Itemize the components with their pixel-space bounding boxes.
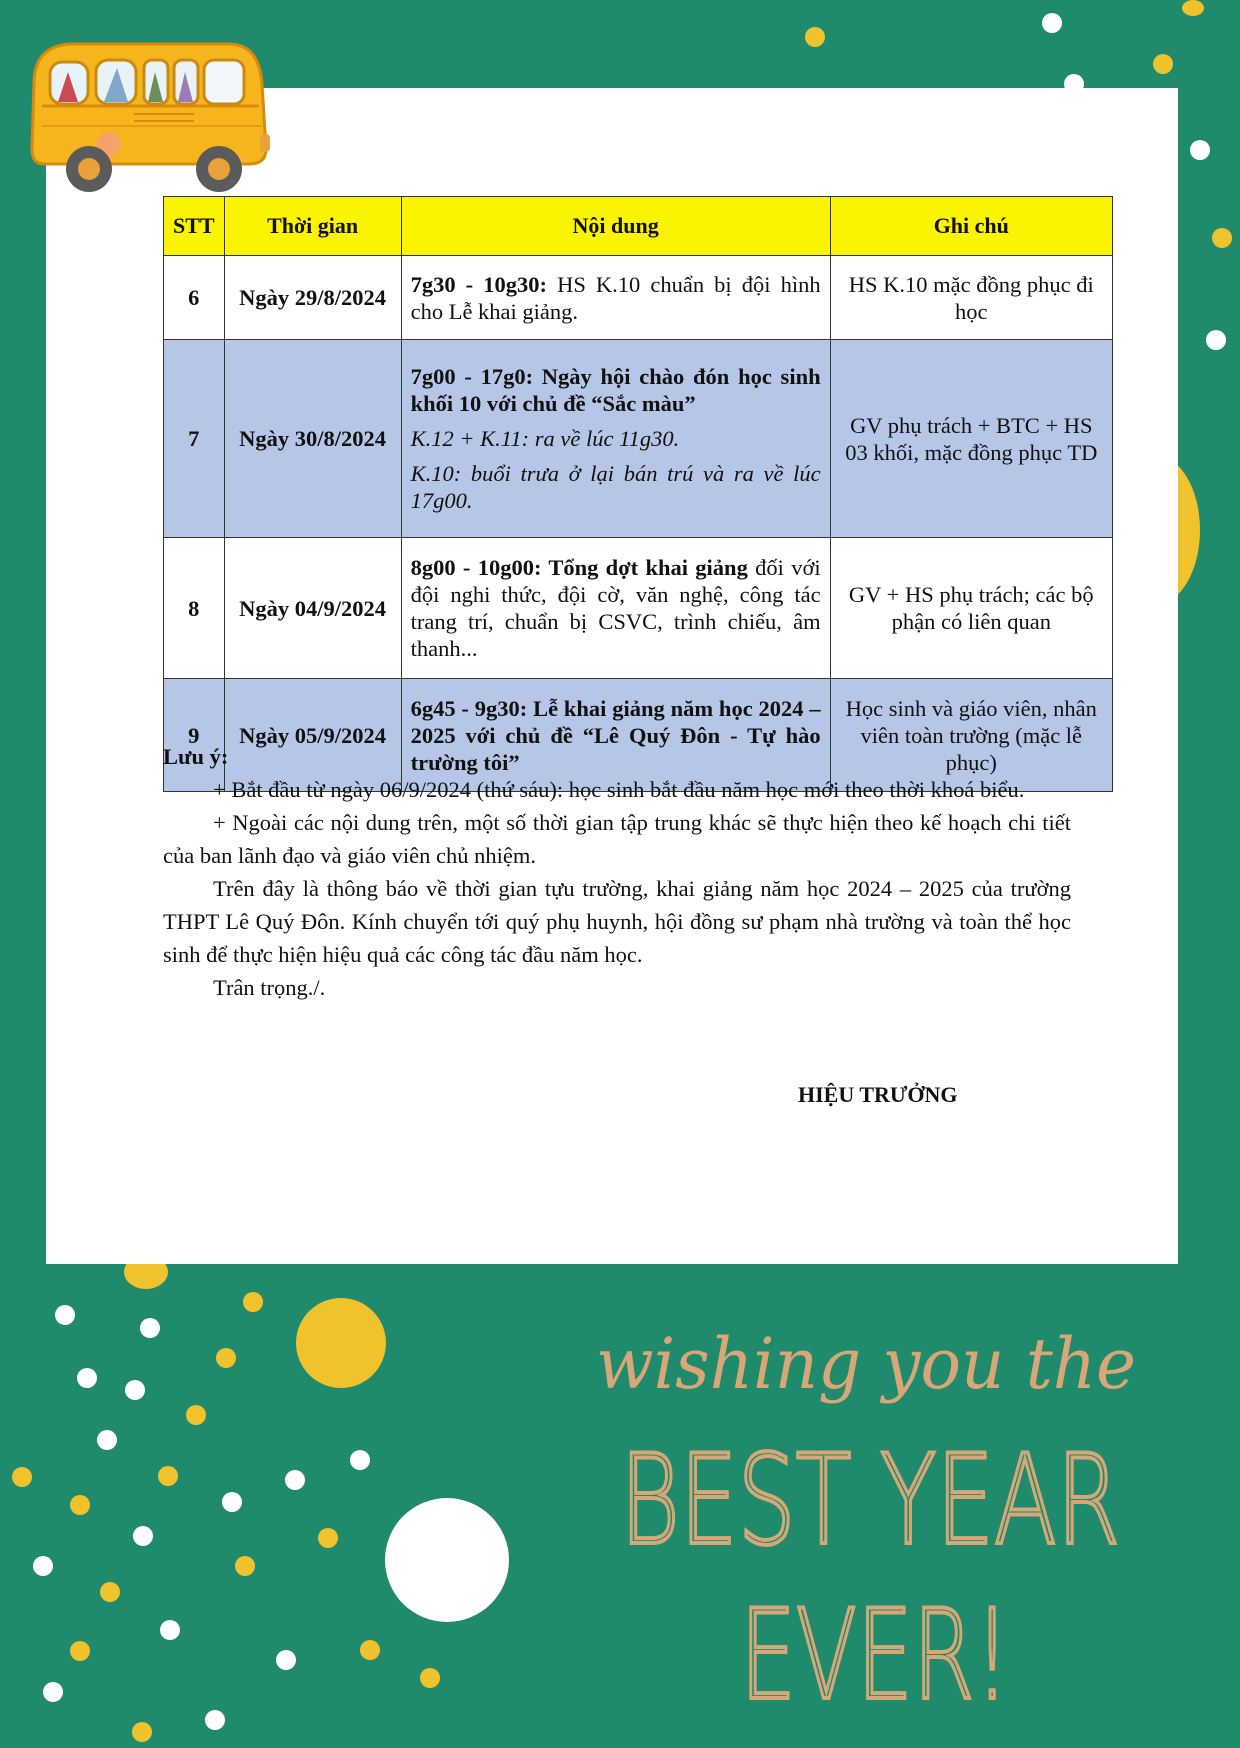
row-stt: 6 xyxy=(164,256,225,340)
dot xyxy=(133,1526,153,1546)
content-text: HS K.10 chuẩn bị đội hình cho Lễ khai giảng. xyxy=(410,271,821,324)
header-time: Thời gian xyxy=(224,197,401,256)
dot xyxy=(70,1641,90,1661)
dot xyxy=(420,1668,440,1688)
table-row xyxy=(164,538,1113,679)
note-item: + Bắt đầu từ ngày 06/9/2024 (thứ sáu): học sinh bắt đầu năm học mới theo thời khoá biểu. xyxy=(213,777,1025,802)
dot xyxy=(216,1348,236,1368)
header-stt: STT xyxy=(164,197,225,256)
dot xyxy=(350,1450,370,1470)
dot xyxy=(33,1556,53,1576)
row-stt: 9 xyxy=(164,679,225,792)
row-stt: 7 xyxy=(164,340,225,538)
notes-section xyxy=(163,740,1071,1004)
table-row xyxy=(164,340,1113,538)
header-note: Ghi chú xyxy=(830,197,1112,256)
row-note: HS K.10 mặc đồng phục đi học xyxy=(830,256,1112,340)
signature-title: HIỆU TRƯỞNG xyxy=(798,1082,958,1107)
greeting-line-2: BEST YEAR xyxy=(620,1429,1120,1573)
dot xyxy=(1042,13,1062,33)
document-page xyxy=(46,88,1178,1264)
row-content xyxy=(401,340,830,538)
row-content xyxy=(401,256,830,340)
closing-paragraph: Trên đây là thông báo về thời gian tựu trường, khai giảng năm học 2024 – 2025 của trường THPT Lê Quý Đôn. Kính chuyển tới quý phụ huynh, hội đồng sư phạm nhà trường và toàn thể học sinh để thực hiện hiệu quả các công tác đầu năm học. xyxy=(163,876,1071,967)
row-date: Ngày 29/8/2024 xyxy=(224,256,401,340)
content-italic: K.10: buổi trưa ở lại bán trú và ra về lúc 17g00. xyxy=(410,461,821,513)
dot xyxy=(77,1368,97,1388)
dot xyxy=(1212,228,1232,248)
row-note: Học sinh và giáo viên, nhân viên toàn trường (mặc lễ phục) xyxy=(830,679,1112,792)
school-bus-icon xyxy=(14,14,276,198)
dot xyxy=(235,1556,255,1576)
dot xyxy=(805,27,825,47)
content-bold: 7g00 - 17g0: Ngày hội chào đón học sinh khối 10 với chủ đề “Sắc màu” xyxy=(410,364,821,416)
dot xyxy=(1190,140,1210,160)
dot xyxy=(285,1470,305,1490)
dot xyxy=(276,1650,296,1670)
content-bold: 8g00 - 10g00: Tổng dợt khai giảng xyxy=(410,555,748,580)
dot xyxy=(125,1380,145,1400)
dot xyxy=(205,1710,225,1730)
greeting-lettering xyxy=(588,1318,1148,1738)
notes-heading: Lưu ý: xyxy=(163,744,229,769)
dot xyxy=(140,1318,160,1338)
greeting-line-3: EVER! xyxy=(740,1584,1010,1728)
row-date: Ngày 05/9/2024 xyxy=(224,679,401,792)
row-note: GV + HS phụ trách; các bộ phận có liên quan xyxy=(830,538,1112,679)
greeting-line-1: wishing you the xyxy=(596,1323,1136,1405)
dot xyxy=(318,1528,338,1548)
dot xyxy=(385,1498,509,1622)
dot xyxy=(243,1292,263,1312)
content-italic: K.12 + K.11: ra về lúc 11g30. xyxy=(410,426,680,451)
row-content xyxy=(401,538,830,679)
table-row xyxy=(164,256,1113,340)
table-header-row xyxy=(164,197,1113,256)
dot xyxy=(158,1466,178,1486)
row-date: Ngày 30/8/2024 xyxy=(224,340,401,538)
dot xyxy=(12,1467,32,1487)
content-text: đối với đội nghi thức, đội cờ, văn nghệ, công tác trang trí, chuẩn bị CSVC, trình chiếu, âm thanh... xyxy=(410,555,821,661)
row-stt: 8 xyxy=(164,538,225,679)
content-bold: 7g30 - 10g30: xyxy=(410,271,547,297)
dot xyxy=(100,1582,120,1602)
dot xyxy=(186,1405,206,1425)
content-bold: 6g45 - 9g30: Lễ khai giảng năm học 2024 – 2025 với chủ đề “Lê Quý Đôn - Tự hào trường tôi” xyxy=(410,695,821,775)
dot xyxy=(1153,54,1173,74)
dot xyxy=(1182,0,1204,16)
row-date: Ngày 04/9/2024 xyxy=(224,538,401,679)
dot xyxy=(55,1305,75,1325)
dot xyxy=(222,1492,242,1512)
dot xyxy=(360,1640,380,1660)
regards: Trân trọng./. xyxy=(213,975,326,1000)
dot xyxy=(132,1722,152,1742)
schedule-table xyxy=(163,196,1113,792)
dot xyxy=(43,1682,63,1702)
dot xyxy=(97,1430,117,1450)
dot xyxy=(160,1620,180,1640)
dot xyxy=(1206,330,1226,350)
dot xyxy=(296,1298,386,1388)
header-content: Nội dung xyxy=(401,197,830,256)
note-item: + Ngoài các nội dung trên, một số thời gian tập trung khác sẽ thực hiện theo kế hoạch chi tiết của ban lãnh đạo và giáo viên chủ nhiệm. xyxy=(163,810,1071,868)
dot xyxy=(70,1495,90,1515)
row-note: GV phụ trách + BTC + HS 03 khối, mặc đồng phục TD xyxy=(830,340,1112,538)
